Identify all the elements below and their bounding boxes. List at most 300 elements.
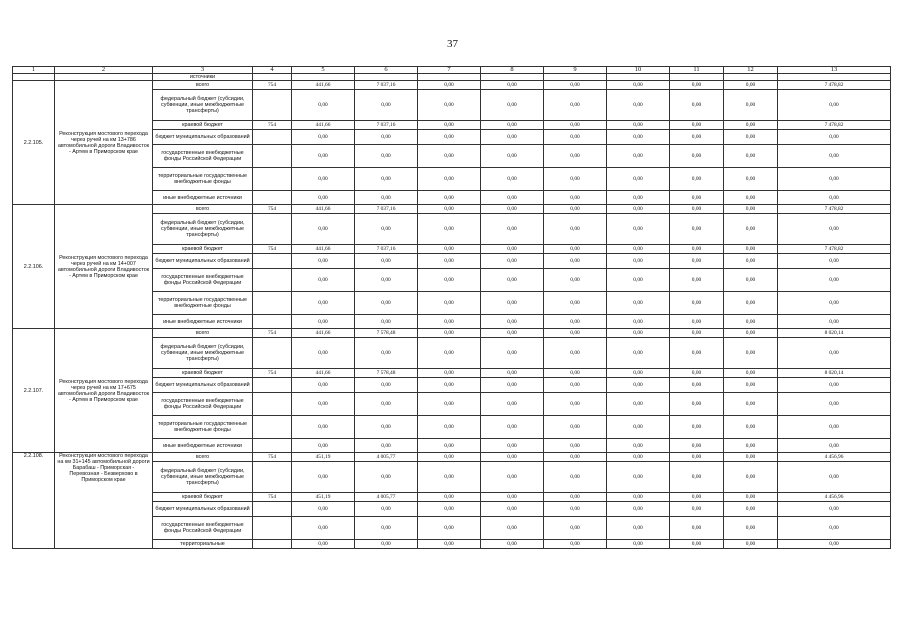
year-value-cell: 0,00: [481, 453, 544, 462]
year-value-cell: 0,00: [418, 369, 481, 378]
funding-source-cell: бюджет муниципальных образований: [153, 378, 253, 393]
year-value-cell: 0,00: [481, 292, 544, 315]
year-value-cell: 0,00: [607, 145, 670, 168]
year-value-cell: 0,00: [724, 145, 778, 168]
year-value-cell: 0,00: [607, 329, 670, 338]
year-value-cell: 0,00: [544, 338, 607, 369]
year-value-cell: 0,00: [670, 462, 724, 493]
funding-source-cell: государственные внебюджетные фонды Российской Федерации: [153, 145, 253, 168]
object-name-cell: Реконструкция мостового перехода через ручей на км 14+007 автомобильной дороги Владивосток - Артем в Приморском крае: [55, 205, 153, 329]
year-value-cell: 0,00: [481, 214, 544, 245]
year-value-cell: 7 578,48: [355, 369, 418, 378]
item-code-cell: 2.2.107.: [13, 329, 55, 453]
year-value-cell: 0,00: [670, 191, 724, 205]
year-value-cell: 0,00: [418, 315, 481, 329]
year-value-cell: 0,00: [724, 502, 778, 517]
year-value-cell: 0,00: [670, 145, 724, 168]
page-number: 37: [447, 38, 458, 50]
year-value-cell: 0,00: [670, 338, 724, 369]
year-value-cell: 0,00: [724, 540, 778, 549]
grbs-cell: [253, 416, 292, 439]
year-value-cell: 0,00: [544, 369, 607, 378]
grbs-cell: [253, 315, 292, 329]
total-value-cell: 8 020,14: [778, 369, 891, 378]
year-value-cell: 0,00: [544, 439, 607, 453]
item-code-cell: 2.2.105.: [13, 81, 55, 205]
year-value-cell: 0,00: [355, 439, 418, 453]
grbs-cell: [253, 378, 292, 393]
year-value-cell: 0,00: [355, 168, 418, 191]
grbs-cell: 754: [253, 81, 292, 90]
column-number-cell: 10: [607, 67, 670, 74]
year-value-cell: 451,19: [292, 493, 355, 502]
year-value-cell: 0,00: [670, 329, 724, 338]
year-value-cell: 0,00: [355, 269, 418, 292]
year-value-cell: 0,00: [481, 145, 544, 168]
total-value-cell: 0,00: [778, 462, 891, 493]
empty-cell: [481, 74, 544, 81]
year-value-cell: 0,00: [481, 369, 544, 378]
column-number-cell: 5: [292, 67, 355, 74]
grbs-cell: 754: [253, 329, 292, 338]
year-value-cell: 0,00: [607, 168, 670, 191]
year-value-cell: 0,00: [670, 245, 724, 254]
year-value-cell: 0,00: [481, 439, 544, 453]
year-value-cell: 0,00: [481, 315, 544, 329]
funding-source-cell: краевой бюджет: [153, 121, 253, 130]
year-value-cell: 0,00: [607, 517, 670, 540]
year-value-cell: 0,00: [418, 378, 481, 393]
empty-cell: [418, 74, 481, 81]
year-value-cell: 0,00: [292, 378, 355, 393]
grbs-cell: 754: [253, 453, 292, 462]
year-value-cell: 0,00: [724, 191, 778, 205]
year-value-cell: 0,00: [292, 191, 355, 205]
year-value-cell: 0,00: [544, 378, 607, 393]
year-value-cell: 0,00: [544, 462, 607, 493]
year-value-cell: 0,00: [670, 439, 724, 453]
year-value-cell: 0,00: [418, 517, 481, 540]
year-value-cell: 0,00: [481, 191, 544, 205]
table-body: [13, 67, 891, 549]
year-value-cell: 0,00: [292, 254, 355, 269]
empty-cell: [55, 74, 153, 81]
year-value-cell: 0,00: [481, 254, 544, 269]
year-value-cell: 0,00: [418, 338, 481, 369]
year-value-cell: 0,00: [607, 393, 670, 416]
funding-source-cell: краевой бюджет: [153, 369, 253, 378]
year-value-cell: 0,00: [418, 493, 481, 502]
year-value-cell: 0,00: [607, 453, 670, 462]
funding-source-cell: краевой бюджет: [153, 493, 253, 502]
year-value-cell: 0,00: [355, 416, 418, 439]
year-value-cell: 0,00: [418, 462, 481, 493]
year-value-cell: 0,00: [481, 90, 544, 121]
funding-source-cell: краевой бюджет: [153, 245, 253, 254]
year-value-cell: 0,00: [418, 245, 481, 254]
year-value-cell: 0,00: [670, 315, 724, 329]
total-value-cell: 0,00: [778, 292, 891, 315]
grbs-cell: 754: [253, 205, 292, 214]
column-number-cell: 3: [153, 67, 253, 74]
budget-table: [12, 66, 891, 549]
year-value-cell: 0,00: [607, 292, 670, 315]
table-row: [13, 81, 891, 90]
year-value-cell: 0,00: [724, 369, 778, 378]
year-value-cell: 0,00: [418, 393, 481, 416]
year-value-cell: 0,00: [418, 453, 481, 462]
funding-source-cell: всего: [153, 453, 253, 462]
funding-source-cell: всего: [153, 329, 253, 338]
year-value-cell: 0,00: [355, 214, 418, 245]
item-code-cell: 2.2.106.: [13, 205, 55, 329]
funding-source-cell: всего: [153, 81, 253, 90]
year-value-cell: 0,00: [544, 292, 607, 315]
year-value-cell: 0,00: [607, 245, 670, 254]
year-value-cell: 0,00: [544, 517, 607, 540]
year-value-cell: 0,00: [355, 254, 418, 269]
year-value-cell: 0,00: [544, 121, 607, 130]
year-value-cell: 0,00: [481, 517, 544, 540]
total-value-cell: 0,00: [778, 254, 891, 269]
year-value-cell: 7 037,16: [355, 205, 418, 214]
funding-source-cell: государственные внебюджетные фонды Российской Федерации: [153, 393, 253, 416]
year-value-cell: 0,00: [670, 90, 724, 121]
year-value-cell: 0,00: [607, 254, 670, 269]
year-value-cell: 0,00: [481, 540, 544, 549]
year-value-cell: 0,00: [292, 315, 355, 329]
year-value-cell: 0,00: [670, 502, 724, 517]
year-value-cell: 7 037,16: [355, 245, 418, 254]
empty-cell: [670, 74, 724, 81]
year-value-cell: 0,00: [607, 338, 670, 369]
year-value-cell: 0,00: [724, 462, 778, 493]
year-value-cell: 0,00: [355, 90, 418, 121]
year-value-cell: 0,00: [292, 168, 355, 191]
funding-source-cell: всего: [153, 205, 253, 214]
funding-source-cell: государственные внебюджетные фонды Российской Федерации: [153, 269, 253, 292]
total-value-cell: 0,00: [778, 130, 891, 145]
table-row: [13, 453, 891, 462]
year-value-cell: 0,00: [607, 416, 670, 439]
funding-source-cell: федеральный бюджет (субсидии, субвенции, иные межбюджетные трансферты): [153, 462, 253, 493]
object-name-cell: Реконструкция мостового перехода на км 31+145 автомобильной дороги Барабаш - Приморская - Перевозная - Безверхово в Приморском крае: [55, 453, 153, 549]
total-value-cell: 0,00: [778, 540, 891, 549]
funding-source-cell: федеральный бюджет (субсидии, субвенции, иные межбюджетные трансферты): [153, 338, 253, 369]
year-value-cell: 0,00: [292, 130, 355, 145]
year-value-cell: 0,00: [355, 145, 418, 168]
year-value-cell: 0,00: [418, 502, 481, 517]
year-value-cell: 441,66: [292, 121, 355, 130]
year-value-cell: 0,00: [607, 121, 670, 130]
year-value-cell: 0,00: [481, 269, 544, 292]
year-value-cell: 0,00: [724, 90, 778, 121]
year-value-cell: 0,00: [724, 130, 778, 145]
year-value-cell: 0,00: [544, 254, 607, 269]
year-value-cell: 0,00: [544, 269, 607, 292]
funding-source-cell: источники: [153, 74, 253, 81]
empty-cell: [253, 74, 292, 81]
year-value-cell: 0,00: [355, 292, 418, 315]
item-code-cell: 2.2.108.: [13, 453, 55, 549]
year-value-cell: 0,00: [670, 292, 724, 315]
year-value-cell: 0,00: [418, 121, 481, 130]
year-value-cell: 0,00: [481, 502, 544, 517]
total-value-cell: 0,00: [778, 439, 891, 453]
year-value-cell: 0,00: [544, 81, 607, 90]
grbs-cell: [253, 502, 292, 517]
year-value-cell: 0,00: [607, 493, 670, 502]
year-value-cell: 0,00: [418, 329, 481, 338]
year-value-cell: 0,00: [481, 378, 544, 393]
year-value-cell: 0,00: [724, 168, 778, 191]
year-value-cell: 0,00: [418, 130, 481, 145]
grbs-cell: 754: [253, 493, 292, 502]
year-value-cell: 0,00: [607, 214, 670, 245]
year-value-cell: 0,00: [670, 130, 724, 145]
column-number-cell: 9: [544, 67, 607, 74]
grbs-cell: [253, 393, 292, 416]
year-value-cell: 0,00: [544, 168, 607, 191]
year-value-cell: 0,00: [355, 502, 418, 517]
funding-source-cell: иные внебюджетные источники: [153, 191, 253, 205]
empty-cell: [544, 74, 607, 81]
year-value-cell: 0,00: [670, 393, 724, 416]
total-value-cell: 0,00: [778, 315, 891, 329]
empty-cell: [607, 74, 670, 81]
year-value-cell: 441,66: [292, 369, 355, 378]
year-value-cell: 0,00: [481, 121, 544, 130]
year-value-cell: 0,00: [418, 191, 481, 205]
year-value-cell: 0,00: [724, 315, 778, 329]
column-number-cell: 4: [253, 67, 292, 74]
total-value-cell: 0,00: [778, 168, 891, 191]
column-number-row: [13, 67, 891, 74]
year-value-cell: 0,00: [292, 90, 355, 121]
grbs-cell: [253, 90, 292, 121]
year-value-cell: 0,00: [670, 540, 724, 549]
table-row: [13, 205, 891, 214]
year-value-cell: 0,00: [418, 416, 481, 439]
total-value-cell: 8 020,14: [778, 329, 891, 338]
grbs-cell: [253, 214, 292, 245]
column-number-cell: 12: [724, 67, 778, 74]
year-value-cell: 0,00: [544, 130, 607, 145]
year-value-cell: 7 578,48: [355, 329, 418, 338]
funding-source-cell: бюджет муниципальных образований: [153, 502, 253, 517]
year-value-cell: 0,00: [544, 493, 607, 502]
grbs-cell: [253, 191, 292, 205]
year-value-cell: 0,00: [355, 191, 418, 205]
object-name-cell: Реконструкция мостового перехода через ручей на км 13+786 автомобильной дороги Владивосток - Артем в Приморском крае: [55, 81, 153, 205]
total-value-cell: 0,00: [778, 378, 891, 393]
year-value-cell: 0,00: [607, 90, 670, 121]
year-value-cell: 0,00: [544, 453, 607, 462]
year-value-cell: 0,00: [724, 214, 778, 245]
year-value-cell: 0,00: [292, 462, 355, 493]
funding-source-cell: территориальные государственные внебюджетные фонды: [153, 416, 253, 439]
year-value-cell: 0,00: [670, 517, 724, 540]
year-value-cell: 0,00: [607, 269, 670, 292]
year-value-cell: 441,66: [292, 329, 355, 338]
column-number-cell: 8: [481, 67, 544, 74]
total-value-cell: 0,00: [778, 502, 891, 517]
year-value-cell: 0,00: [418, 90, 481, 121]
year-value-cell: 441,66: [292, 81, 355, 90]
grbs-cell: 754: [253, 121, 292, 130]
year-value-cell: 0,00: [418, 269, 481, 292]
year-value-cell: 7 037,16: [355, 81, 418, 90]
year-value-cell: 0,00: [481, 130, 544, 145]
year-value-cell: 0,00: [544, 502, 607, 517]
year-value-cell: 0,00: [418, 439, 481, 453]
total-value-cell: 7 478,82: [778, 81, 891, 90]
year-value-cell: 0,00: [355, 462, 418, 493]
year-value-cell: 0,00: [292, 292, 355, 315]
year-value-cell: 0,00: [292, 338, 355, 369]
year-value-cell: 0,00: [607, 81, 670, 90]
year-value-cell: 0,00: [670, 254, 724, 269]
funding-source-cell: бюджет муниципальных образований: [153, 254, 253, 269]
funding-source-cell: территориальные государственные внебюджетные фонды: [153, 168, 253, 191]
funding-source-cell: федеральный бюджет (субсидии, субвенции, иные межбюджетные трансферты): [153, 90, 253, 121]
year-value-cell: 0,00: [544, 540, 607, 549]
year-value-cell: 4 005,77: [355, 453, 418, 462]
year-value-cell: 0,00: [481, 205, 544, 214]
year-value-cell: 4 005,77: [355, 493, 418, 502]
empty-cell: [778, 74, 891, 81]
year-value-cell: 7 037,16: [355, 121, 418, 130]
total-value-cell: 0,00: [778, 338, 891, 369]
year-value-cell: 451,19: [292, 453, 355, 462]
year-value-cell: 0,00: [481, 168, 544, 191]
year-value-cell: 0,00: [670, 493, 724, 502]
column-number-cell: 2: [55, 67, 153, 74]
total-value-cell: 4 456,96: [778, 453, 891, 462]
year-value-cell: 0,00: [418, 145, 481, 168]
continuation-row: [13, 74, 891, 81]
year-value-cell: 0,00: [670, 369, 724, 378]
year-value-cell: 0,00: [544, 214, 607, 245]
year-value-cell: 0,00: [292, 416, 355, 439]
year-value-cell: 0,00: [724, 493, 778, 502]
year-value-cell: 0,00: [607, 130, 670, 145]
year-value-cell: 441,66: [292, 245, 355, 254]
total-value-cell: 0,00: [778, 214, 891, 245]
year-value-cell: 0,00: [607, 439, 670, 453]
year-value-cell: 0,00: [544, 191, 607, 205]
year-value-cell: 0,00: [544, 329, 607, 338]
year-value-cell: 0,00: [607, 502, 670, 517]
total-value-cell: 0,00: [778, 90, 891, 121]
year-value-cell: 0,00: [670, 81, 724, 90]
year-value-cell: 0,00: [544, 416, 607, 439]
funding-source-cell: иные внебюджетные источники: [153, 315, 253, 329]
grbs-cell: [253, 269, 292, 292]
table-row: [13, 329, 891, 338]
year-value-cell: 0,00: [481, 462, 544, 493]
grbs-cell: [253, 439, 292, 453]
year-value-cell: 0,00: [292, 145, 355, 168]
year-value-cell: 0,00: [670, 453, 724, 462]
total-value-cell: 4 456,96: [778, 493, 891, 502]
year-value-cell: 0,00: [544, 245, 607, 254]
total-value-cell: 0,00: [778, 517, 891, 540]
year-value-cell: 0,00: [544, 315, 607, 329]
total-value-cell: 0,00: [778, 416, 891, 439]
year-value-cell: 0,00: [724, 393, 778, 416]
year-value-cell: 0,00: [292, 540, 355, 549]
year-value-cell: 0,00: [544, 145, 607, 168]
year-value-cell: 0,00: [481, 245, 544, 254]
year-value-cell: 441,66: [292, 205, 355, 214]
total-value-cell: 0,00: [778, 191, 891, 205]
column-number-cell: 6: [355, 67, 418, 74]
funding-source-cell: иные внебюджетные источники: [153, 439, 253, 453]
year-value-cell: 0,00: [481, 493, 544, 502]
year-value-cell: 0,00: [607, 462, 670, 493]
year-value-cell: 0,00: [481, 338, 544, 369]
year-value-cell: 0,00: [418, 254, 481, 269]
year-value-cell: 0,00: [607, 315, 670, 329]
year-value-cell: 0,00: [607, 191, 670, 205]
year-value-cell: 0,00: [355, 540, 418, 549]
year-value-cell: 0,00: [355, 517, 418, 540]
funding-source-cell: государственные внебюджетные фонды Российской Федерации: [153, 517, 253, 540]
year-value-cell: 0,00: [607, 369, 670, 378]
year-value-cell: 0,00: [724, 329, 778, 338]
year-value-cell: 0,00: [724, 453, 778, 462]
year-value-cell: 0,00: [724, 292, 778, 315]
year-value-cell: 0,00: [724, 269, 778, 292]
grbs-cell: [253, 168, 292, 191]
year-value-cell: 0,00: [724, 439, 778, 453]
year-value-cell: 0,00: [355, 393, 418, 416]
total-value-cell: 0,00: [778, 393, 891, 416]
year-value-cell: 0,00: [292, 214, 355, 245]
year-value-cell: 0,00: [670, 416, 724, 439]
grbs-cell: [253, 145, 292, 168]
year-value-cell: 0,00: [670, 214, 724, 245]
year-value-cell: 0,00: [292, 393, 355, 416]
funding-source-cell: федеральный бюджет (субсидии, субвенции, иные межбюджетные трансферты): [153, 214, 253, 245]
year-value-cell: 0,00: [670, 168, 724, 191]
year-value-cell: 0,00: [724, 81, 778, 90]
empty-cell: [724, 74, 778, 81]
year-value-cell: 0,00: [724, 378, 778, 393]
year-value-cell: 0,00: [481, 81, 544, 90]
year-value-cell: 0,00: [481, 416, 544, 439]
year-value-cell: 0,00: [418, 168, 481, 191]
year-value-cell: 0,00: [724, 121, 778, 130]
total-value-cell: 7 478,82: [778, 121, 891, 130]
grbs-cell: [253, 292, 292, 315]
year-value-cell: 0,00: [724, 338, 778, 369]
column-number-cell: 11: [670, 67, 724, 74]
year-value-cell: 0,00: [544, 90, 607, 121]
year-value-cell: 0,00: [481, 329, 544, 338]
year-value-cell: 0,00: [418, 540, 481, 549]
year-value-cell: 0,00: [724, 416, 778, 439]
year-value-cell: 0,00: [355, 378, 418, 393]
year-value-cell: 0,00: [292, 439, 355, 453]
funding-source-cell: бюджет муниципальных образований: [153, 130, 253, 145]
grbs-cell: 754: [253, 245, 292, 254]
year-value-cell: 0,00: [670, 269, 724, 292]
grbs-cell: 754: [253, 369, 292, 378]
year-value-cell: 0,00: [724, 254, 778, 269]
grbs-cell: [253, 517, 292, 540]
